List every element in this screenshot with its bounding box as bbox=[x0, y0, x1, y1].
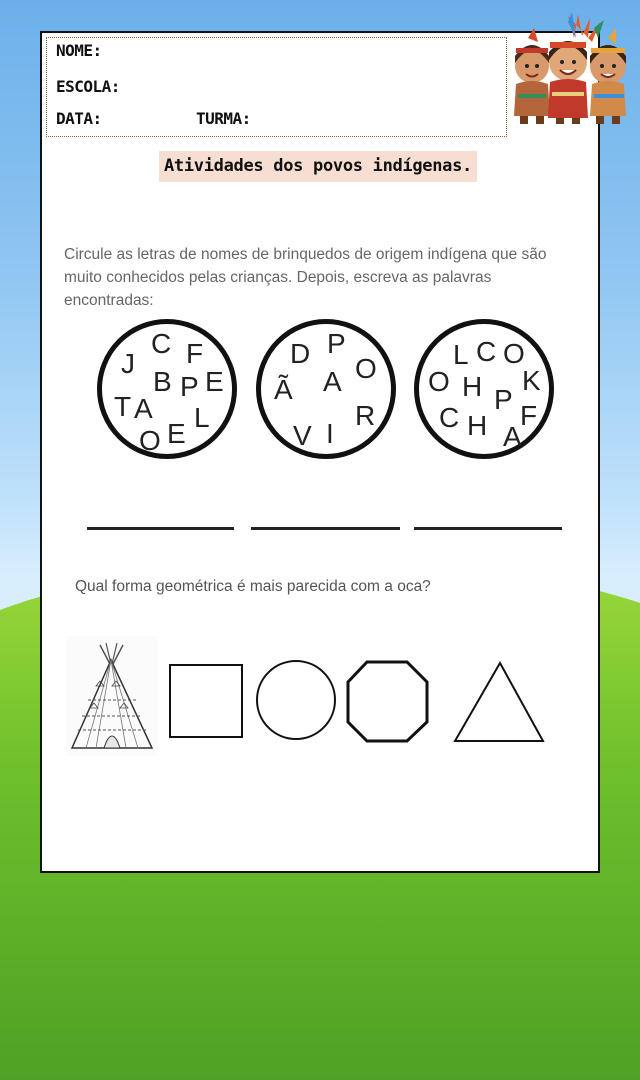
triangle-shape[interactable] bbox=[455, 663, 543, 741]
letter[interactable]: J bbox=[121, 348, 135, 379]
letter[interactable]: V bbox=[293, 420, 312, 451]
circle-shape[interactable] bbox=[257, 661, 335, 739]
letter[interactable]: D bbox=[290, 338, 311, 369]
letter[interactable]: F bbox=[186, 338, 204, 369]
letter[interactable]: O bbox=[355, 353, 377, 384]
letter[interactable]: B bbox=[153, 366, 172, 397]
letter[interactable]: I bbox=[326, 418, 334, 449]
octagon-shape[interactable] bbox=[348, 662, 427, 741]
letter[interactable]: O bbox=[503, 338, 525, 369]
letter[interactable]: E bbox=[205, 366, 224, 397]
date-label: DATA: bbox=[56, 109, 102, 128]
letter[interactable]: P bbox=[327, 328, 346, 359]
letter[interactable]: H bbox=[467, 410, 488, 441]
letter[interactable]: L bbox=[194, 402, 210, 433]
letter[interactable]: R bbox=[355, 400, 376, 431]
letter[interactable]: O bbox=[139, 425, 161, 456]
name-label: NOME: bbox=[56, 41, 102, 60]
school-label: ESCOLA: bbox=[56, 77, 120, 96]
square-shape[interactable] bbox=[170, 665, 242, 737]
letter[interactable]: P bbox=[494, 384, 513, 415]
letter[interactable]: L bbox=[453, 339, 469, 370]
letter[interactable]: C bbox=[439, 402, 460, 433]
letter[interactable]: A bbox=[323, 366, 342, 397]
letter[interactable]: P bbox=[180, 371, 199, 402]
worksheet-title: Atividades dos povos indígenas. bbox=[159, 151, 477, 182]
letter[interactable]: A bbox=[503, 421, 522, 452]
letter[interactable]: C bbox=[476, 336, 497, 367]
teepee-image[interactable] bbox=[66, 636, 158, 756]
class-label: TURMA: bbox=[196, 109, 251, 128]
activity2-question: Qual forma geométrica é mais parecida com a oca? bbox=[75, 578, 431, 595]
letter[interactable]: K bbox=[522, 365, 541, 396]
letter[interactable]: T bbox=[114, 391, 132, 422]
letter[interactable]: E bbox=[167, 418, 186, 449]
activity1-instruction: Circule as letras de nomes de brinquedos de origem indígena que são muito conhecidos pelas crianças. Depois, escreva as palavras encontradas: bbox=[64, 246, 547, 309]
letter[interactable]: C bbox=[151, 328, 172, 359]
letter[interactable]: H bbox=[462, 371, 483, 402]
letter[interactable]: Ã bbox=[274, 374, 293, 405]
letter[interactable]: O bbox=[428, 366, 450, 397]
letter[interactable]: A bbox=[134, 393, 153, 424]
letter[interactable]: F bbox=[520, 400, 538, 431]
